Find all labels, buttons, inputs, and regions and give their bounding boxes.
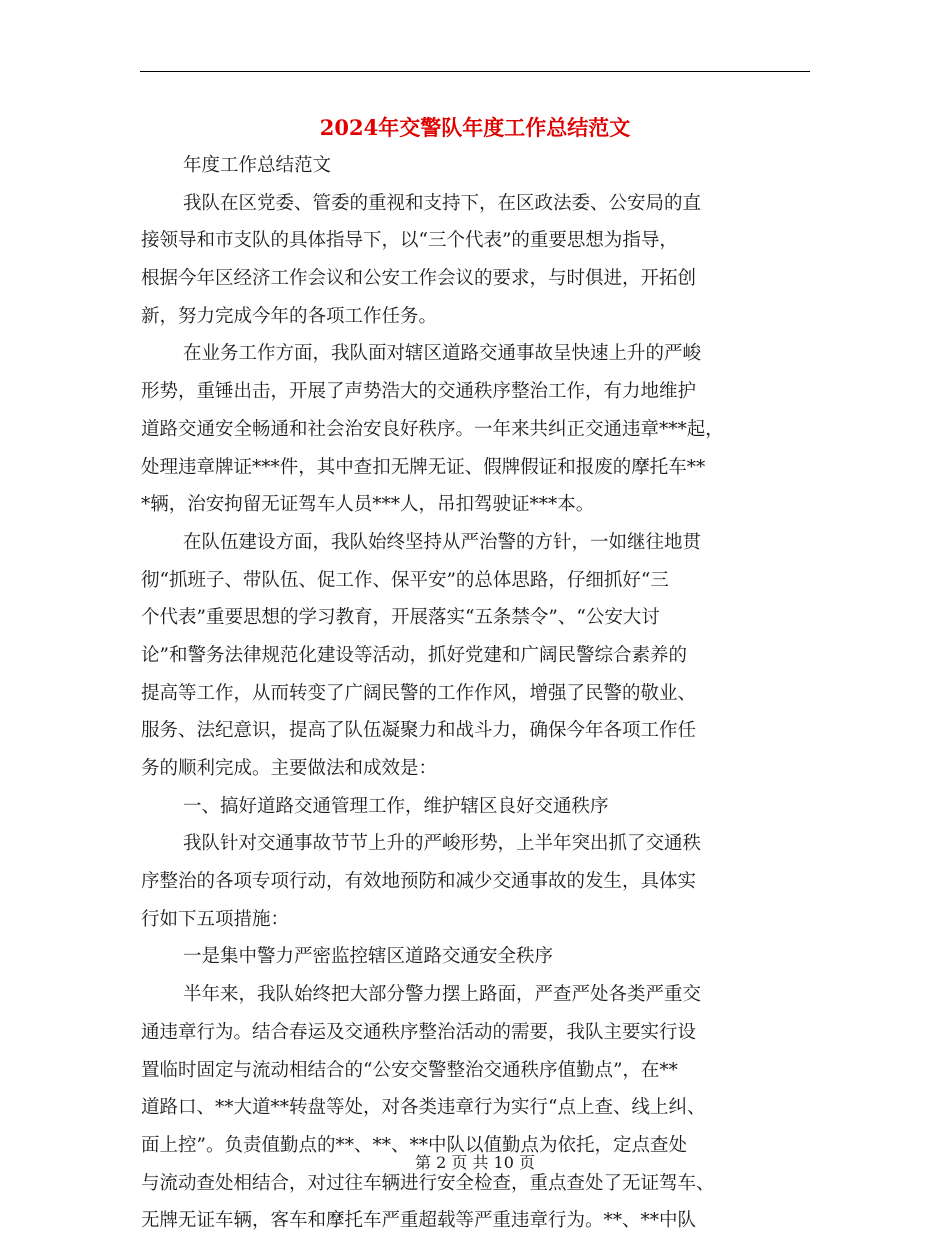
text-line: 在队伍建设方面，我队始终坚持从严治警的方针，一如继往地贯 [183,531,702,553]
page-number-footer: 第 2 页 共 10 页 [415,1153,535,1172]
text-line: 我队针对交通事故节节上升的严峻形势，上半年突出抓了交通秩 [183,833,702,855]
text-line: 与流动查处相结合，对过往车辆进行安全检查，重点查处了无证驾车、 [141,1172,715,1194]
text-line: 彻“抓班子、带队伍、促工作、保平安”的总体思路，仔细抓好“三 [141,569,669,591]
text-line: 根据今年区经济工作会议和公安工作会议的要求，与时俱进，开拓创 [141,268,697,290]
text-line: 接领导和市支队的具体指导下，以“三个代表”的重要思想为指导， [141,230,678,252]
text-line: 处理违章牌证***件，其中查扣无牌无证、假牌假证和报废的摩托车** [141,456,706,478]
text-line: 置临时固定与流动相结合的“公安交警整治交通秩序值勤点”，在** [141,1059,678,1081]
text-line: 半年来，我队始终把大部分警力摆上路面，严查严处各类严重交 [183,984,702,1006]
text-line: 我队在区党委、管委的重视和支持下，在区政法委、公安局的直 [183,192,702,214]
text-line: 形势，重锤出击，开展了声势浩大的交通秩序整治工作，有力地维护 [141,381,697,403]
text-line: 新，努力完成今年的各项工作任务。 [141,305,438,327]
text-line: 面上控”。负责值勤点的**、**、**中队以值勤点为依托，定点查处 [141,1134,687,1156]
text-line: 一是集中警力严密监控辖区道路交通安全秩序 [183,946,554,968]
header-rule [140,71,810,72]
text-line: 通违章行为。结合春运及交通秩序整治活动的需要，我队主要实行设 [141,1021,697,1043]
text-line: 个代表”重要思想的学习教育，开展落实“五条禁令”、“公安大讨 [141,607,660,629]
text-line: 年度工作总结范文 [183,155,332,176]
text-line: 提高等工作，从而转变了广阔民警的工作作风，增强了民警的敬业、 [141,682,697,704]
text-line: 务的顺利完成。主要做法和成效是： [141,758,438,779]
document-title: 2024年交警队年度工作总结范文 [319,115,631,140]
text-line: 序整治的各项专项行动，有效地预防和减少交通事故的发生，具体实 [141,871,697,893]
text-line: 道路交通安全畅通和社会治安良好秩序。一年来共纠正交通违章***起， [141,418,724,440]
text-line: 无牌无证车辆，客车和摩托车严重超载等严重违章行为。**、**中队 [141,1210,697,1232]
text-line: 一、搞好道路交通管理工作，维护辖区良好交通秩序 [183,795,609,817]
text-line: 论”和警务法律规范化建设等活动，抓好党建和广阔民警综合素养的 [141,644,687,666]
text-line: 行如下五项措施： [141,908,290,930]
text-line: *辆，治安拘留无证驾车人员***人，吊扣驾驶证***本。 [141,494,595,516]
text-line: 在业务工作方面，我队面对辖区道路交通事故呈快速上升的严峻 [183,343,702,365]
text-line: 服务、法纪意识，提高了队伍凝聚力和战斗力，确保今年各项工作任 [141,720,697,742]
text-line: 道路口、**大道**转盘等处，对各类违章行为实行“点上查、线上纠、 [141,1097,706,1119]
document-body [141,147,796,1240]
